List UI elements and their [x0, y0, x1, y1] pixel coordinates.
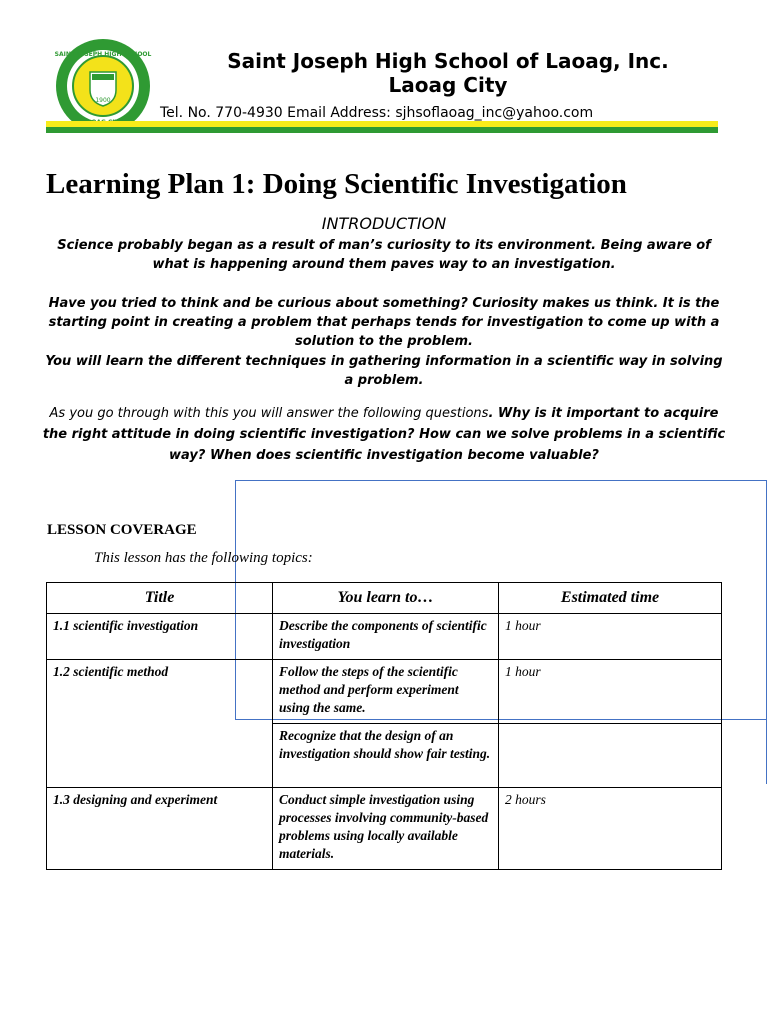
school-contact: Tel. No. 770-4930 Email Address: sjhsoflaoag_inc@yahoo.com — [160, 105, 594, 121]
svg-text:SAINT JOSEPH HIGH SCHOOL: SAINT JOSEPH HIGH SCHOOL — [54, 51, 152, 58]
cell-title: 1.2 scientific method — [47, 660, 273, 788]
cell-learn: Conduct simple investigation using processes involving community-based problems using locally available materials. — [273, 788, 499, 870]
intro-paragraph-3: You will learn the different techniques in gathering information in a scientific way in solving a problem. — [45, 354, 723, 388]
cell-title: 1.1 scientific investigation — [47, 614, 273, 660]
cell-time: 1 hour — [499, 614, 722, 660]
column-header-time: Estimated time — [499, 583, 722, 614]
intro-p4-lead: As you go through with this you will answer the following questions — [49, 406, 489, 421]
cell-learn: Describe the components of scientific investigation — [273, 614, 499, 660]
cell-time — [499, 724, 722, 788]
column-header-title: Title — [47, 583, 273, 614]
cell-time: 1 hour — [499, 660, 722, 724]
selection-outline-edge — [766, 720, 767, 784]
cell-learn: Recognize that the design of an investigation should show fair testing. — [273, 724, 499, 788]
intro-paragraph-1: Science probably began as a result of man’s curiosity to its environment. Being aware of what is happening around them paves way to an investigation. — [57, 238, 711, 272]
intro-p4-questions: . Why is it important to acquire the right attitude in doing scientific investigation? How can we solve problems in a scientific way? When does scientific investigation become valuable? — [42, 406, 726, 463]
introduction-heading: INTRODUCTION — [321, 214, 447, 233]
cell-time: 2 hours — [499, 788, 722, 870]
table-row — [47, 788, 722, 870]
intro-paragraph-2: Have you tried to think and be curious about something? Curiosity makes us think. It is the starting point in creating a problem that perhaps tends for investigation to come up with a solution to the problem. — [48, 296, 720, 349]
svg-text:1900: 1900 — [95, 97, 111, 104]
header-color-band — [46, 121, 718, 133]
table-row — [47, 660, 722, 724]
lesson-coverage-heading: LESSON COVERAGE — [47, 522, 197, 538]
topics-table — [46, 582, 722, 870]
school-seal-logo — [46, 38, 160, 134]
intro-paragraph-4 — [40, 403, 728, 466]
table-row — [47, 614, 722, 660]
school-city: Laoag City — [388, 73, 508, 97]
lesson-coverage-subtitle: This lesson has the following topics: — [94, 550, 313, 566]
column-header-learn: You learn to… — [273, 583, 499, 614]
table-header-row — [47, 583, 722, 614]
cell-learn: Follow the steps of the scientific method and perform experiment using the same. — [273, 660, 499, 724]
page-title: Learning Plan 1: Doing Scientific Investigation — [46, 168, 627, 200]
cell-title: 1.3 designing and experiment — [47, 788, 273, 870]
school-name: Saint Joseph High School of Laoag, Inc. — [227, 49, 669, 73]
